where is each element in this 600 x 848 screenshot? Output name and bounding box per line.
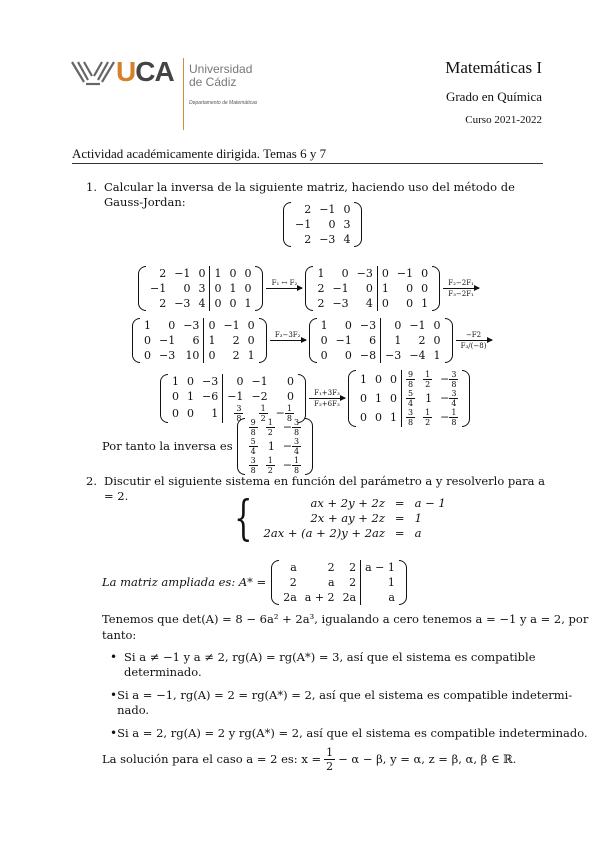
title-rule: [72, 163, 543, 164]
left-paren: [309, 318, 317, 363]
matrix-cell: 0: [359, 411, 367, 424]
activity-title: Actividad académicamente dirigida. Temas 6 y 7: [72, 146, 327, 161]
matrix-cell: −3: [319, 233, 336, 246]
fraction: $\frac{1}{2}$: [260, 404, 266, 423]
logo-divider: [183, 58, 184, 130]
fraction: $\frac{9}{8}$: [407, 370, 414, 389]
solution-frac-d: 2: [326, 760, 334, 773]
matrix-cell: 0: [433, 319, 441, 332]
uca-letters: CA: [135, 56, 174, 87]
system-table: [259, 496, 451, 541]
matrix-cell: −3: [183, 319, 200, 332]
course-title: Curso 2021-2022: [465, 114, 542, 126]
matrix-cell: −1: [150, 282, 167, 295]
bullet-line: Si a ≠ −1 y a ≠ 2, rg(A) = rg(A*) = 3, así que el sistema es compatible: [124, 650, 536, 664]
matrix-row: [140, 318, 259, 333]
matrix-cell: 0: [406, 282, 414, 295]
matrix-cell: 2: [289, 576, 297, 589]
matrix-cell: 0: [198, 267, 206, 280]
matrix-cell: 1: [187, 390, 194, 403]
matrix-cell: −1: [319, 203, 336, 216]
matrix-cell: −3: [332, 297, 349, 310]
matrix-cell: − $\frac{3}{4}$: [440, 389, 457, 408]
fraction: $\frac{1}{2}$: [425, 370, 431, 389]
matrix-row: [168, 374, 298, 389]
matrix-cell: 0: [229, 297, 237, 310]
equation-eq: =: [394, 510, 405, 525]
matrix-table: [313, 266, 432, 311]
bullet-text: [117, 688, 572, 718]
matrix-cell: 1: [421, 297, 429, 310]
op5-bottom: F₂+6F₃: [314, 400, 340, 408]
matrix-cell: [419, 370, 436, 389]
matrix-cell: 0: [421, 282, 429, 295]
matrix-cell: 0: [187, 407, 194, 420]
matrix-cell: −3: [202, 375, 219, 388]
matrix-table: [356, 370, 463, 427]
matrix-cell: 0: [374, 411, 382, 424]
matrix-row: [356, 408, 463, 427]
op1-arrow: [266, 279, 302, 298]
matrix-cell: 0: [168, 319, 176, 332]
matrix-cell: 0: [381, 318, 406, 333]
matrix-cell: 2: [159, 267, 167, 280]
equation-eq: =: [394, 525, 405, 540]
matrix-cell: 2: [232, 334, 240, 347]
matrix-cell: −3: [174, 297, 191, 310]
matrix-cell: 0: [210, 296, 226, 311]
matrix-cell: 2a: [283, 591, 297, 604]
p2-system: [228, 490, 451, 546]
right-paren: [445, 318, 453, 363]
matrix-cell: −1: [409, 319, 426, 332]
matrix-cell: 1: [374, 392, 382, 405]
matrix-cell: 2: [159, 297, 167, 310]
matrix-row: [291, 217, 354, 232]
op2-arrow: [443, 279, 479, 298]
bullet-line: determinado.: [124, 665, 202, 679]
fraction: $\frac{1}{2}$: [425, 408, 431, 427]
matrix-row: [291, 232, 354, 247]
op3-label: F₃−3F₂: [274, 331, 301, 339]
matrix-row: [146, 296, 255, 311]
bullet-text: [124, 650, 536, 680]
matrix-cell: 0: [229, 267, 237, 280]
solution-pre: La solución para el caso a = 2 es: x =: [102, 752, 322, 766]
matrix-cell: 0: [365, 282, 373, 295]
matrix-cell: 2: [349, 561, 357, 574]
matrix-cell: 0: [389, 392, 397, 405]
matrix-cell: 0: [344, 319, 352, 332]
matrix-cell: 0: [320, 334, 328, 347]
bullet-text: [117, 726, 588, 741]
matrix-cell: [245, 456, 262, 475]
right-paren: [462, 370, 470, 427]
p1-matrix: [283, 202, 362, 247]
matrix-cell: 2: [349, 576, 357, 589]
solution-frac-n: 1: [326, 746, 334, 759]
matrix-cell: −4: [409, 349, 426, 362]
matrix-cell: − $\frac{3}{4}$: [282, 437, 300, 456]
matrix-row: [317, 333, 445, 348]
matrix-row: [146, 266, 255, 281]
matrix-cell: 0: [286, 375, 294, 388]
matrix-cell: 1: [267, 440, 275, 453]
matrix-cell: 1: [210, 266, 226, 281]
matrix-cell: 1: [389, 411, 397, 424]
matrix-cell: 2: [418, 334, 426, 347]
matrix-cell: 0: [374, 373, 382, 386]
matrix-row: [317, 318, 445, 333]
right-paren: [259, 318, 267, 363]
matrix-cell: 0: [433, 334, 441, 347]
left-paren: [237, 418, 245, 475]
equation-lhs: 2x + ay + 2z: [310, 510, 385, 525]
matrix-cell: − $\frac{1}{8}$: [275, 404, 292, 423]
augmented-label: La matriz ampliada es: A* =: [102, 575, 267, 589]
matrix-table: [291, 202, 354, 247]
matrix-cell: 0: [344, 349, 352, 362]
system-brace: {: [234, 490, 253, 546]
matrix-table: [146, 266, 255, 311]
left-paren: [271, 560, 279, 605]
matrix-cell: 1: [377, 281, 393, 296]
matrix-cell: −1: [251, 375, 268, 388]
matrix-cell: 1: [425, 392, 433, 405]
matrix-cell: 3: [198, 282, 206, 295]
matrix-cell: [245, 418, 262, 437]
matrix-row: [279, 575, 399, 590]
op3-arrow: [270, 331, 306, 350]
matrix-cell: 4: [365, 297, 373, 310]
op4-top: −F2: [465, 331, 482, 339]
matrix-row: [356, 389, 463, 408]
matrix-cell: −3: [381, 348, 406, 363]
matrix-cell: 2: [304, 203, 312, 216]
fraction: $\frac{3}{4}$: [294, 437, 300, 456]
matrix-cell: 2: [317, 282, 325, 295]
matrix-row: [313, 281, 432, 296]
op5-arrow: [309, 389, 345, 408]
matrix-cell: 0: [210, 281, 226, 296]
fraction: $\frac{1}{8}$: [294, 456, 300, 475]
matrix-cell: −1: [396, 267, 414, 280]
matrix-row: [245, 437, 306, 456]
matrix-cell: 0: [223, 374, 248, 389]
matrix-cell: [245, 437, 262, 456]
p1-conclusion: [102, 418, 313, 475]
fraction: $\frac{1}{2}$: [267, 456, 273, 475]
matrix-cell: 0: [247, 334, 255, 347]
p2-number: 2.: [86, 474, 97, 488]
matrix-cell: −3: [359, 319, 377, 332]
left-paren: [305, 266, 313, 311]
matrix-row: [313, 266, 432, 281]
matrix-cell: 0: [421, 267, 429, 280]
matrix-row: [279, 560, 399, 575]
matrix-cell: [401, 389, 419, 408]
matrix-cell: 2: [304, 233, 312, 246]
det-text-1: Tenemos que det(A) = 8 − 6a² + 2a³, igualando a cero tenemos a = −1 y a = 2, por: [102, 612, 589, 626]
matrix-cell: [262, 418, 279, 437]
logo-sub: Departamento de Matemáticas: [189, 100, 258, 106]
matrix-cell: [401, 408, 419, 427]
matrix-cell: 2a: [342, 591, 357, 604]
left-paren: [160, 374, 168, 423]
matrix-cell: 0: [247, 319, 255, 332]
matrix-cell: −1: [223, 389, 248, 404]
equation-lhs: 2ax + (a + 2)y + 2az: [263, 525, 385, 540]
fraction: $\frac{3}{8}$: [451, 370, 457, 389]
matrix-cell: 6: [369, 334, 377, 347]
matrix-cell: 10: [185, 349, 200, 362]
op1-label: F₁ ↔ F₂: [271, 279, 298, 287]
matrix-cell: −1: [335, 334, 352, 347]
matrix-cell: 0: [359, 392, 367, 405]
matrix-cell: 1: [359, 373, 367, 386]
left-paren: [138, 266, 146, 311]
matrix-cell: 1: [433, 349, 441, 362]
matrix-cell: 2: [317, 297, 325, 310]
matrix-cell: 1: [361, 575, 399, 590]
p2-solution: [102, 746, 516, 773]
matrix-table: [168, 374, 298, 423]
matrix-cell: 1: [229, 282, 237, 295]
matrix-row: [313, 296, 432, 311]
matrix-cell: 0: [172, 390, 179, 403]
logo-line1: Universidad: [189, 62, 253, 76]
matrix-cell: 0: [286, 390, 294, 403]
matrix-cell: 1: [244, 297, 252, 310]
matrix-cell: 1: [247, 349, 255, 362]
matrix-cell: 0: [144, 349, 151, 362]
matrix-cell: 0: [244, 282, 252, 295]
matrix-cell: a: [361, 590, 399, 605]
fraction: $\frac{1}{8}$: [286, 404, 292, 423]
matrix-cell: 1: [172, 375, 179, 388]
matrix-table: [245, 418, 306, 475]
bullet-dot: •: [110, 726, 118, 740]
matrix-cell: −6: [202, 390, 219, 403]
matrix-table: [317, 318, 445, 363]
matrix-cell: a: [290, 561, 297, 574]
matrix-cell: 0: [187, 375, 194, 388]
matrix-cell: 2: [232, 349, 240, 362]
matrix-cell: 0: [244, 267, 252, 280]
matrix-cell: [262, 456, 279, 475]
fraction: $\frac{3}{8}$: [250, 456, 256, 475]
matrix-cell: 6: [192, 334, 200, 347]
matrix-row: [140, 333, 259, 348]
matrix-cell: −2: [251, 390, 268, 403]
matrix-row: [317, 348, 445, 363]
p2-augmented: [102, 560, 407, 605]
subject-title: Matemáticas I: [445, 58, 542, 77]
op5-top: F₁+3F₃: [314, 389, 340, 397]
matrix-cell: −1: [174, 267, 191, 280]
matrix-cell: − $\frac{3}{8}$: [282, 418, 300, 437]
matrix-cell: 0: [204, 348, 220, 363]
op4-arrow: [456, 331, 492, 350]
fraction: $\frac{1}{2}$: [267, 418, 273, 437]
matrix-cell: a: [328, 576, 335, 589]
right-paren: [255, 266, 263, 311]
matrix-cell: 0: [406, 297, 414, 310]
bullet-line: Si a = −1, rg(A) = 2 = rg(A*) = 2, así que el sistema es compatible indetermi-: [117, 688, 573, 702]
matrix-cell: a − 1: [361, 560, 399, 575]
university-emblem-icon: [70, 58, 116, 86]
matrix-cell: −1: [159, 334, 176, 347]
matrix-cell: 2: [327, 561, 335, 574]
bullet-item: [110, 688, 573, 718]
solution-frac: [324, 746, 335, 773]
matrix-cell: 1: [211, 407, 219, 420]
solution-post: − α − β, y = α, z = β, α, β ∈ ℝ.: [338, 752, 517, 766]
matrix-cell: [401, 370, 419, 389]
op2-top: F₂−2F₁: [448, 279, 474, 287]
p2-statement: Discutir el siguiente sistema en función del parámetro a y resolverlo para a = 2.: [104, 474, 546, 503]
equation-row: [259, 496, 451, 511]
matrix-cell: 0: [343, 203, 351, 216]
matrix-cell: −1: [223, 319, 240, 332]
uca-logo: UCA: [116, 56, 174, 87]
bullet-dot: •: [110, 688, 118, 702]
matrix-row: [245, 456, 306, 475]
matrix-table: [140, 318, 259, 363]
equation-eq: =: [394, 495, 405, 510]
p1-conclusion-text: Por tanto la inversa es: [102, 439, 233, 453]
fraction: $\frac{3}{4}$: [451, 389, 457, 408]
matrix-cell: −1: [295, 218, 312, 231]
matrix-cell: 0: [204, 318, 220, 333]
matrix-cell: −8: [359, 349, 377, 362]
bullet-item: [110, 650, 550, 680]
bullet-list: [110, 650, 588, 749]
matrix-cell: 0: [144, 334, 151, 347]
matrix-cell: 0: [341, 267, 349, 280]
matrix-cell: 1: [381, 333, 406, 348]
matrix-table: [279, 560, 399, 605]
left-paren: [132, 318, 140, 363]
fraction: $\frac{5}{4}$: [250, 437, 256, 456]
equation-row: [259, 526, 451, 541]
op2-bottom: F₃−2F₁: [448, 290, 474, 298]
matrix-cell: 4: [198, 297, 206, 310]
logo-university: [189, 63, 257, 110]
bullet-line: nado.: [117, 703, 150, 717]
right-paren: [432, 266, 440, 311]
left-paren: [283, 202, 291, 247]
degree-title: Grado en Química: [445, 89, 542, 104]
matrix-cell: 1: [144, 319, 151, 332]
matrix-cell: 3: [343, 218, 351, 231]
matrix-cell: − $\frac{3}{8}$: [440, 370, 457, 389]
fraction: $\frac{9}{8}$: [250, 418, 256, 437]
equation-rhs: a: [414, 525, 422, 540]
matrix-row: [291, 202, 354, 217]
right-paren: [354, 202, 362, 247]
fraction: $\frac{5}{4}$: [407, 389, 414, 408]
right-paren: [305, 418, 313, 475]
matrix-cell: 0: [377, 296, 393, 311]
p1-number: 1.: [86, 180, 97, 194]
equation-rhs: 1: [414, 510, 422, 525]
matrix-row: [168, 389, 298, 404]
equation-lhs: ax + 2y + 2z: [310, 495, 385, 510]
matrix-cell: − $\frac{1}{8}$: [440, 408, 457, 427]
left-paren: [348, 370, 356, 427]
matrix-cell: [419, 408, 436, 427]
matrix-cell: 1: [317, 267, 325, 280]
right-paren: [399, 560, 407, 605]
p1-statement: Calcular la inversa de la siguiente matriz, haciendo uso del método de Gauss-Jordan:: [104, 180, 515, 209]
matrix-row: [279, 590, 399, 605]
matrix-row: [245, 418, 306, 437]
bullet-item: [110, 726, 588, 741]
matrix-cell: 0: [389, 373, 397, 386]
matrix-cell: 0: [328, 218, 336, 231]
matrix-cell: 1: [204, 333, 220, 348]
fraction: $\frac{1}{8}$: [451, 408, 457, 427]
p1-step1: [138, 266, 482, 311]
matrix-cell: −1: [332, 282, 349, 295]
matrix-row: [146, 281, 255, 296]
matrix-cell: 0: [320, 349, 328, 362]
matrix-cell: −3: [159, 349, 176, 362]
matrix-cell: 0: [183, 282, 191, 295]
equation-rhs: a − 1: [414, 495, 446, 510]
matrix-cell: a + 2: [304, 591, 335, 604]
matrix-cell: −3: [356, 267, 373, 280]
bullet-dot: •: [110, 650, 118, 664]
det-text-2: tanto:: [102, 628, 137, 642]
matrix-row: [356, 370, 463, 389]
right-paren: [298, 374, 306, 423]
equation-row: [259, 511, 451, 526]
fraction: $\frac{3}{8}$: [407, 408, 414, 427]
matrix-cell: − $\frac{1}{8}$: [282, 456, 300, 475]
fraction: $\frac{3}{8}$: [236, 404, 242, 423]
matrix-row: [140, 348, 259, 363]
logo-line2: de Cádiz: [189, 75, 237, 89]
matrix-cell: 0: [377, 266, 393, 281]
matrix-cell: 1: [320, 319, 328, 332]
matrix-cell: 4: [343, 233, 351, 246]
fraction: $\frac{3}{8}$: [294, 418, 300, 437]
matrix-cell: 0: [172, 407, 179, 420]
p1-step2: [132, 318, 495, 363]
bullet-line: Si a = 2, rg(A) = 2 y rg(A*) = 2, así que el sistema es compatible indeterminado.: [117, 726, 588, 740]
op4-bottom: F₃/(−8): [460, 342, 487, 350]
